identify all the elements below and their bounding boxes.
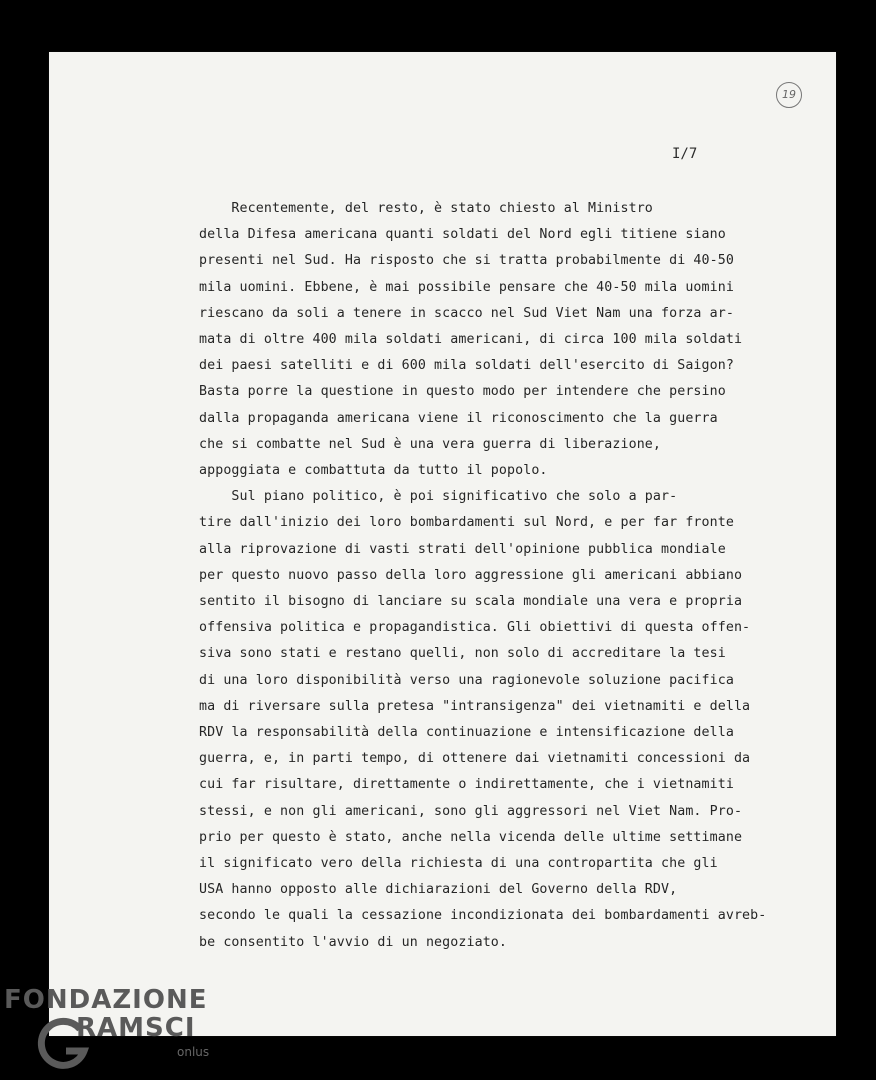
- folio-number: 19: [782, 88, 796, 101]
- text-line: secondo le quali la cessazione incondizionata dei bombardamenti avreb-: [199, 908, 767, 924]
- watermark-line1: FONDAZIONE: [4, 985, 208, 1015]
- text-line: be consentito l'avvio di un negoziato.: [199, 934, 508, 950]
- text-line: il significato vero della richiesta di una contropartita che gli: [199, 856, 718, 871]
- text-line: sentito il bisogno di lanciare su scala mondiale una vera e propria: [199, 594, 743, 609]
- text-line: Basta porre la questione in questo modo per intendere che persino: [199, 384, 726, 400]
- text-line: guerra, e, in parti tempo, di ottenere dai vietnamiti concessioni da: [199, 751, 751, 767]
- text-line: alla riprovazione di vasti strati dell'opinione pubblica mondiale: [199, 541, 726, 557]
- text-line: cui far risultare, direttamente o indirettamente, che i vietnamiti: [199, 777, 734, 793]
- text-line: che si combatte nel Sud è una vera guerra di liberazione,: [199, 436, 662, 452]
- text-line: stessi, e non gli americani, sono gli aggressori nel Viet Nam. Pro-: [199, 803, 743, 819]
- text-line: riescano da soli a tenere in scacco nel Sud Viet Nam una forza ar-: [199, 305, 734, 321]
- text-line: di una loro disponibilità verso una ragionevole soluzione pacifica: [199, 672, 734, 688]
- text-line: mata di oltre 400 mila soldati americani, di circa 100 mila soldati: [199, 332, 743, 347]
- text-line: Sul piano politico, è poi significativo che solo a par-: [199, 489, 678, 505]
- watermark-logo: [4, 985, 244, 1080]
- text-line: appoggiata e combattuta da tutto il popolo.: [199, 463, 548, 478]
- document-page: [49, 52, 836, 1036]
- text-line: mila uomini. Ebbene, è mai possibile pensare che 40-50 mila uomini: [199, 279, 734, 295]
- text-line: RDV la responsabilità della continuazione e intensificazione della: [199, 725, 734, 740]
- text-line: USA hanno opposto alle dichiarazioni del Governo della RDV,: [199, 882, 678, 898]
- text-line: per questo nuovo passo della loro aggressione gli americani abbiano: [199, 567, 743, 583]
- watermark-suffix: onlus: [177, 1045, 210, 1059]
- text-line: ma di riversare sulla pretesa "intransigenza" dei vietnamiti e della: [199, 698, 751, 714]
- folio-stamp: [776, 82, 802, 108]
- text-line: siva sono stati e restano quelli, non solo di accreditare la tesi: [199, 646, 726, 662]
- text-line: presenti nel Sud. Ha risposto che si tratta probabilmente di 40-50: [199, 253, 734, 269]
- text-line: dei paesi satelliti e di 600 mila soldati dell'esercito di Saigon?: [199, 358, 734, 374]
- watermark-line2: RAMSCI: [76, 1013, 196, 1043]
- text-line: offensiva politica e propagandistica. Gli obiettivi di questa offen-: [199, 620, 751, 636]
- text-line: tire dall'inizio dei loro bombardamenti sul Nord, e per far fronte: [199, 515, 734, 531]
- page-number: I/7: [672, 146, 698, 162]
- text-line: della Difesa americana quanti soldati del Nord egli titiene siano: [199, 227, 726, 243]
- text-line: prio per questo è stato, anche nella vicenda delle ultime settimane: [199, 829, 743, 845]
- text-line: Recentemente, del resto, è stato chiesto al Ministro: [199, 201, 653, 216]
- text-line: dalla propaganda americana viene il riconoscimento che la guerra: [199, 410, 718, 426]
